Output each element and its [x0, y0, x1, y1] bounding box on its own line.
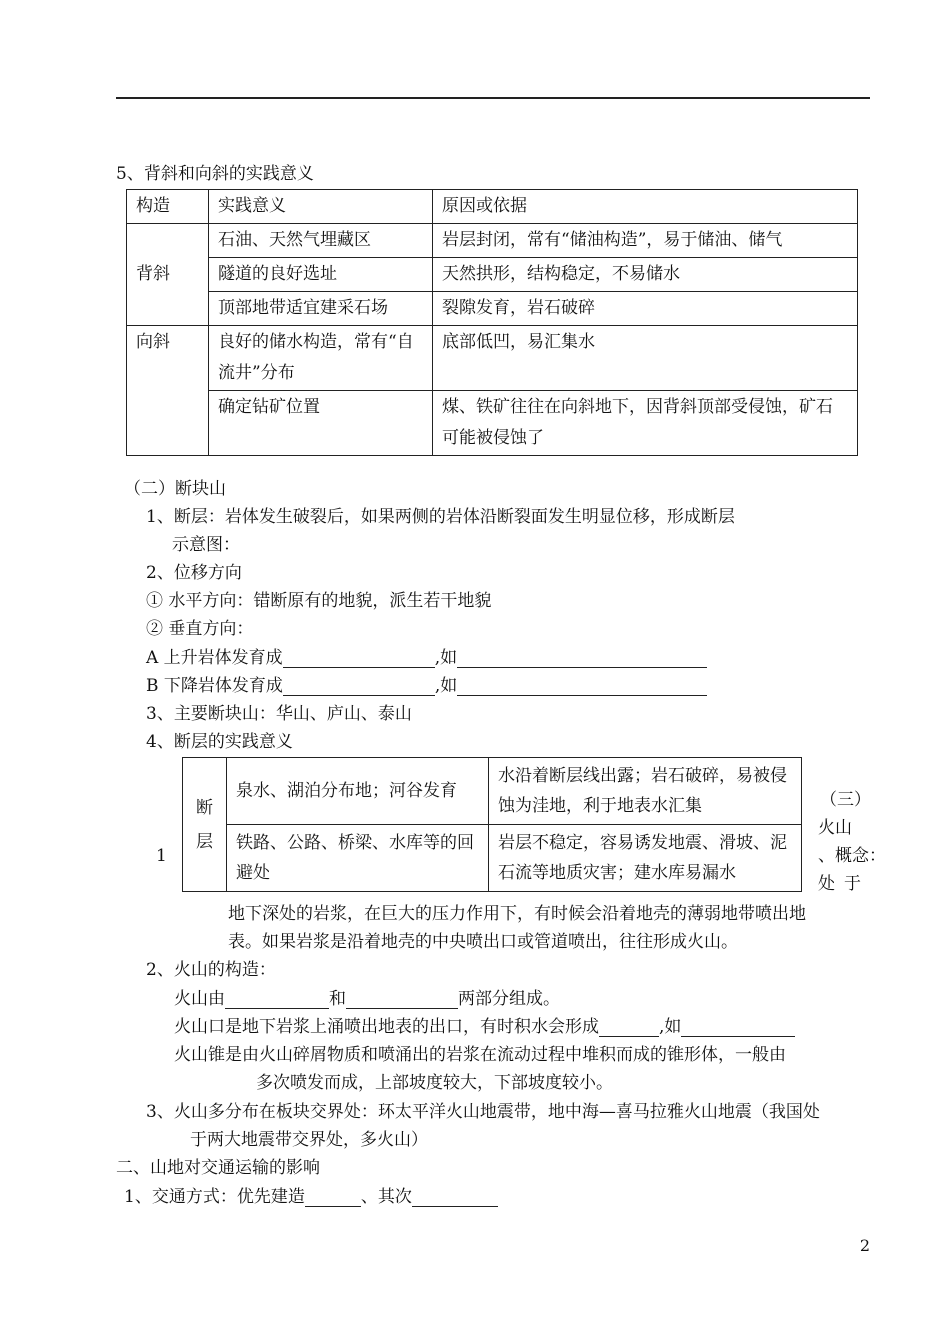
transport-b: 、其次	[360, 1187, 412, 1207]
blank-field[interactable]	[283, 649, 435, 668]
struct-and: 和	[329, 989, 346, 1009]
fault-label	[183, 758, 227, 892]
vertical-direction: ② 垂直方向：	[146, 619, 254, 639]
displacement-heading: 2、位移方向	[146, 563, 242, 583]
meaning-cell: 顶部地带适宜建采石场	[209, 292, 433, 326]
blank-field[interactable]	[599, 1018, 659, 1037]
header-reason: 原因或依据	[433, 190, 858, 224]
diagram-label: 示意图：	[172, 535, 240, 555]
blank-field[interactable]	[412, 1188, 498, 1207]
volcano-concept-line2: 表。如果岩浆是沿着地壳的中央喷出口或管道喷出，往往形成火山。	[228, 932, 738, 952]
horizontal-direction: ① 水平方向：错断原有的地貌，派生若干地貌	[146, 591, 492, 611]
meaning-cell: 良好的储水构造，常有“自流井”分布	[209, 326, 433, 391]
ru-label: ,如	[434, 676, 458, 696]
transport-a: 1、交通方式：优先建造	[124, 1187, 305, 1207]
header-structure: 构造	[127, 190, 209, 224]
reason-cell: 煤、铁矿往往在向斜地下，因背斜顶部受侵蚀，矿石可能被侵蚀了	[433, 391, 858, 456]
blank-field[interactable]	[225, 990, 329, 1009]
meaning-cell: 确定钻矿位置	[209, 391, 433, 456]
meaning-cell: 泉水、湖泊分布地；河谷发育	[227, 758, 489, 825]
section-5-title: 5、背斜和向斜的实践意义	[116, 164, 314, 184]
line-b	[146, 676, 707, 696]
reason-cell: 天然拱形，结构稳定，不易储水	[433, 258, 858, 292]
blank-field[interactable]	[457, 677, 707, 696]
volcano-distribution-line1: 3、火山多分布在板块交界处：环太平洋火山地震带，地中海—喜马拉雅火山地震（我国处	[146, 1102, 820, 1122]
reason-cell: 岩层封闭，常有“储油构造”，易于储油、储气	[433, 224, 858, 258]
concept-continuation: 处于	[818, 874, 870, 894]
meaning-cell: 隧道的良好选址	[209, 258, 433, 292]
table-row	[127, 292, 858, 326]
page-number: 2	[859, 1236, 870, 1255]
header-rule	[116, 97, 870, 99]
table-row	[127, 326, 858, 391]
fault-definition: 1、断层：岩体发生破裂后，如果两侧的岩体沿断裂面发生明显位移，形成断层	[146, 507, 735, 527]
anticline-syncline-table	[126, 189, 858, 456]
fault-block-heading: （二）断块山	[124, 479, 226, 499]
header-meaning: 实践意义	[209, 190, 433, 224]
blank-field[interactable]	[457, 649, 707, 668]
blank-field[interactable]	[283, 677, 435, 696]
cone-line2: 多次喷发而成，上部坡度较大，下部坡度较小。	[256, 1073, 613, 1093]
volcano-concept-line1: 地下深处的岩浆，在巨大的压力作用下，有时候会沿着地壳的薄弱地带喷出地	[228, 904, 806, 924]
volcano-distribution-line2: 于两大地震带交界处，多火山）	[190, 1130, 428, 1150]
syncline-label: 向斜	[127, 326, 209, 456]
reason-cell: 岩层不稳定，容易诱发地震、滑坡、泥石流等地质灾害；建水库易漏水	[489, 825, 802, 892]
blank-field[interactable]	[681, 1018, 795, 1037]
meaning-cell: 铁路、公路、桥梁、水库等的回避处	[227, 825, 489, 892]
fault-label-bottom: 层	[196, 831, 213, 852]
struct-a: 火山由	[174, 989, 225, 1009]
fault-significance-table	[182, 757, 802, 892]
crater-text: 火山口是地下岩浆上涌喷出地表的出口，有时积水会形成	[174, 1017, 599, 1037]
line-b-prefix: B 下降岩体发育成	[146, 676, 283, 696]
blank-field[interactable]	[346, 990, 458, 1009]
row-number: 1	[156, 846, 167, 866]
table-row	[183, 758, 802, 825]
table-row	[183, 825, 802, 892]
table-row	[127, 258, 858, 292]
line-a	[146, 648, 707, 668]
main-fault-block-mountains: 3、主要断块山：华山、庐山、泰山	[146, 704, 412, 724]
table-row	[127, 224, 858, 258]
fault-label-top: 断	[196, 797, 213, 818]
table-header-row	[127, 190, 858, 224]
anticline-label: 背斜	[127, 224, 209, 326]
ru-label: ,如	[434, 648, 458, 668]
crater-line	[174, 1017, 795, 1037]
reason-cell: 水沿着断层线出露；岩石破碎，易被侵蚀为洼地，利于地表水汇集	[489, 758, 802, 825]
volcano-structure-heading: 2、火山的构造：	[146, 960, 276, 980]
meaning-cell: 石油、天然气埋藏区	[209, 224, 433, 258]
line-a-prefix: A 上升岩体发育成	[146, 648, 283, 668]
volcano-heading-b: 火山	[818, 818, 852, 838]
transport-line	[124, 1187, 498, 1207]
volcano-heading-a: （三）	[820, 790, 871, 810]
crater-ru: ,如	[659, 1017, 682, 1037]
concept-label: 、概念：	[818, 846, 886, 866]
blank-field[interactable]	[305, 1188, 361, 1207]
section-2-heading: 二、山地对交通运输的影响	[116, 1158, 320, 1178]
fault-significance-heading: 4、断层的实践意义	[146, 732, 293, 752]
reason-cell: 裂隙发育，岩石破碎	[433, 292, 858, 326]
table-row	[127, 391, 858, 456]
volcano-structure-line	[174, 989, 560, 1009]
reason-cell: 底部低凹，易汇集水	[433, 326, 858, 391]
struct-end: 两部分组成。	[458, 989, 560, 1009]
cone-line1: 火山锥是由火山碎屑物质和喷涌出的岩浆在流动过程中堆积而成的锥形体，一般由	[174, 1045, 786, 1065]
